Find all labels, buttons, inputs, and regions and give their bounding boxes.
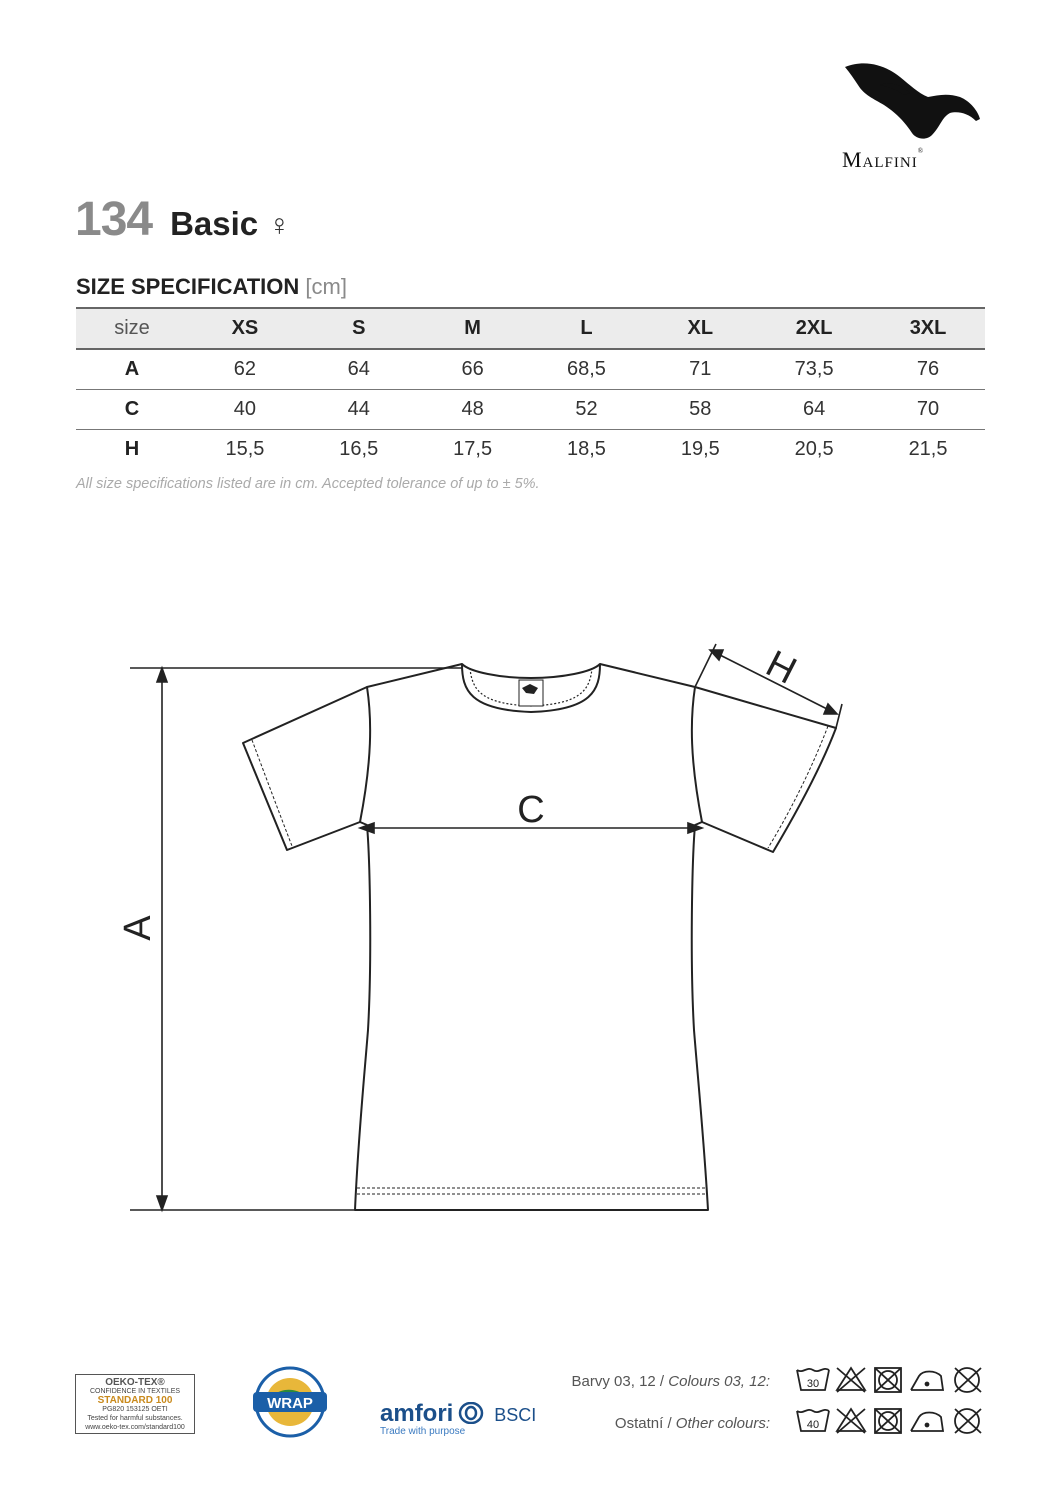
- table-row: [76, 430, 985, 470]
- header-size-2xl: 2XL: [795, 317, 833, 339]
- tshirt-outline: [355, 664, 708, 1210]
- table-cell: 52: [575, 398, 598, 420]
- spec-unit: [cm]: [305, 274, 347, 299]
- oeko-standard: STANDARD 100: [97, 1395, 173, 1406]
- amfori-bsci: BSCI: [494, 1405, 537, 1425]
- table-header-row: [76, 308, 985, 349]
- table-row: [76, 390, 985, 430]
- oeko-url: www.oeko-tex.com/standard100: [85, 1424, 185, 1431]
- care-label-en: Other colours:: [675, 1415, 770, 1432]
- no-tumble-dry-icon: [875, 1368, 901, 1392]
- oeko-code: PG820 153125 OETI: [102, 1406, 168, 1413]
- left-sleeve: [243, 687, 367, 850]
- right-sleeve: [695, 687, 836, 852]
- table-cell: 66: [461, 358, 484, 380]
- header-size-xl: XL: [687, 317, 714, 339]
- female-icon: ♀: [268, 209, 291, 242]
- amfori-logo: [380, 1400, 536, 1437]
- iron-low-icon: [911, 1413, 943, 1432]
- product-title: [75, 192, 291, 247]
- row-label: C: [124, 398, 140, 420]
- header-size-xs: XS: [231, 317, 259, 339]
- row-label: A: [124, 358, 140, 380]
- oeko-tested: Tested for harmful substances.: [87, 1415, 183, 1422]
- tshirt-diagram: [0, 560, 1061, 1260]
- care-label-cz: Barvy 03, 12 /: [571, 1373, 669, 1390]
- no-bleach-icon: [837, 1368, 865, 1392]
- table-cell: 20,5: [794, 438, 834, 460]
- table-cell: 19,5: [680, 438, 720, 460]
- label-c: C: [517, 789, 545, 831]
- product-number: 134: [75, 193, 153, 246]
- wash-icon: [797, 1410, 829, 1431]
- header-size-s: S: [352, 317, 366, 339]
- table-cell: 64: [347, 358, 370, 380]
- amfori-name: amfori: [380, 1400, 454, 1427]
- table-cell: 68,5: [566, 358, 606, 380]
- table-cell: 58: [689, 398, 712, 420]
- label-h: H: [759, 642, 803, 693]
- wrap-text: WRAP: [267, 1395, 313, 1412]
- no-bleach-icon: [837, 1409, 865, 1433]
- spec-heading: [76, 274, 347, 300]
- svg-text:40: 40: [806, 1419, 820, 1431]
- care-label-cz: Ostatní /: [614, 1415, 676, 1432]
- iron-low-icon: [911, 1372, 943, 1391]
- header-size-3xl: 3XL: [909, 317, 947, 339]
- table-cell: 40: [233, 398, 257, 420]
- care-icons-row-1: [795, 1364, 987, 1396]
- svg-text:30: 30: [806, 1378, 820, 1390]
- oeko-brand: OEKO-TEX®: [105, 1377, 165, 1388]
- header-size-l: L: [580, 317, 593, 339]
- oeko-tex-badge: [75, 1374, 195, 1434]
- no-tumble-dry-icon: [875, 1409, 901, 1433]
- product-name: Basic: [170, 205, 259, 242]
- care-icons-row-2: [795, 1405, 987, 1437]
- table-cell: 62: [233, 358, 257, 380]
- table-cell: 15,5: [225, 438, 265, 460]
- table-cell: 18,5: [566, 438, 606, 460]
- table-cell: 71: [689, 358, 712, 380]
- table-cell: 73,5: [794, 358, 834, 380]
- table-body: [76, 349, 985, 469]
- no-dry-clean-icon: [955, 1368, 981, 1392]
- header-size-m: M: [464, 317, 481, 339]
- table-cell: 17,5: [453, 438, 493, 460]
- logo-wordmark: Malfini®: [842, 147, 925, 172]
- malfini-logo: [830, 55, 990, 175]
- table-cell: 76: [916, 358, 940, 380]
- table-cell: 48: [461, 398, 484, 420]
- size-table: [76, 307, 985, 469]
- care-label-colours: [530, 1373, 770, 1390]
- wash-icon: [797, 1369, 829, 1390]
- table-row: [76, 349, 985, 390]
- table-cell: 70: [916, 398, 940, 420]
- care-label-other: [530, 1415, 770, 1432]
- row-label: H: [124, 438, 140, 460]
- oeko-sub: CONFIDENCE IN TEXTILES: [89, 1388, 181, 1395]
- label-a: A: [117, 915, 159, 941]
- table-cell: 64: [803, 398, 826, 420]
- tolerance-note: All size specifications listed are in cm. Accepted tolerance of up to ± 5%.: [76, 476, 540, 492]
- no-dry-clean-icon: [955, 1409, 981, 1433]
- table-cell: 16,5: [339, 438, 379, 460]
- header-size-label: size: [114, 317, 150, 339]
- care-label-en: Colours 03, 12:: [668, 1373, 770, 1390]
- table-cell: 21,5: [908, 438, 948, 460]
- eagle-icon: [840, 55, 985, 143]
- wrap-logo: [245, 1366, 335, 1438]
- amfori-icon: [458, 1402, 484, 1424]
- spec-heading-text: SIZE SPECIFICATION: [76, 274, 300, 299]
- table-cell: 44: [347, 398, 370, 420]
- amfori-tagline: Trade with purpose: [380, 1426, 466, 1437]
